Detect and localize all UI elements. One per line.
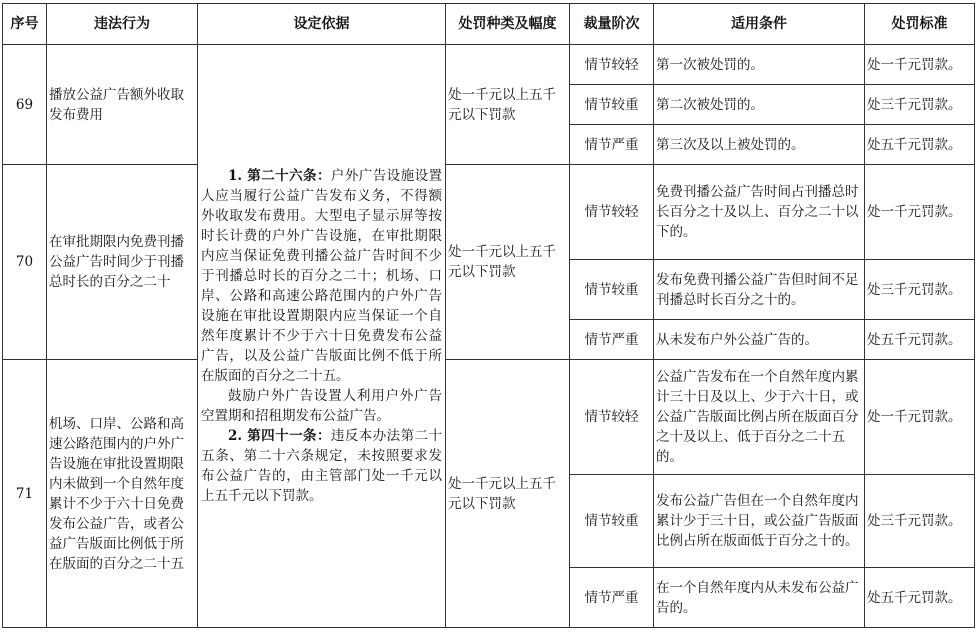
std-cell: 处一千元罚款。 [865,45,975,85]
header-level: 裁量阶次 [570,4,654,45]
basis-article-41: 2. 第四十一条： [228,428,331,444]
cond-cell: 公益广告发布在一个自然年度内累计三十日及以上、少于六十日，或公益广告版面比例占所在版面百分之十及以上、低于百分之二十五的。 [654,360,865,475]
header-basis: 设定依据 [198,4,446,45]
cond-cell: 第一次被处罚的。 [654,45,865,85]
header-cond: 适用条件 [654,4,865,45]
basis-para-2: 鼓励户外广告设置人利用户外广告空置期和招租期发布公益广告。 [201,388,442,424]
header-seq: 序号 [3,4,47,45]
penalty-table [2,3,975,628]
std-cell: 处三千元罚款。 [865,260,975,320]
header-act: 违法行为 [47,4,198,45]
header-std: 处罚标准 [865,4,975,45]
seq-cell: 71 [3,360,47,628]
std-cell: 处一千元罚款。 [865,360,975,475]
seq-cell: 70 [3,165,47,360]
std-cell: 处五千元罚款。 [865,568,975,628]
level-cell: 情节较重 [570,260,654,320]
std-cell: 处一千元罚款。 [865,165,975,260]
cond-cell: 第三次及以上被处罚的。 [654,125,865,165]
basis-cell [198,45,446,628]
table-row [3,45,975,85]
cond-cell: 从未发布户外公益广告的。 [654,320,865,360]
std-cell: 处三千元罚款。 [865,85,975,125]
basis-para-1 [201,166,442,386]
header-row [3,4,975,45]
level-cell: 情节较轻 [570,360,654,475]
level-cell: 情节较轻 [570,45,654,85]
level-cell: 情节较重 [570,475,654,568]
cond-cell: 免费刊播公益广告时间占刊播总时长百分之十及以上、百分之二十以下的。 [654,165,865,260]
act-cell: 在审批期限内免费刊播公益广告时间少于刊播总时长的百分之二十 [47,165,198,360]
std-cell: 处五千元罚款。 [865,320,975,360]
seq-cell: 69 [3,45,47,165]
table-row [3,165,975,260]
table-row [3,360,975,475]
basis-article-26: 1. 第二十六条： [228,168,331,184]
level-cell: 情节严重 [570,568,654,628]
act-cell: 播放公益广告额外收取发布费用 [47,45,198,165]
cond-cell: 在一个自然年度内从未发布公益广告的。 [654,568,865,628]
level-cell: 情节严重 [570,320,654,360]
cond-cell: 发布免费刊播公益广告但时间不足刊播总时长百分之十的。 [654,260,865,320]
basis-article-26-text: 户外广告设施设置人应当履行公益广告发布义务，不得额外收取发布费用。大型电子显示屏等按时长计费的户外广告设施，在审批期限内应当保证免费刊播公益广告时间不少于刊播总时长的百分之二十；机场、口岸、公路和高速公路范围内的户外广告设施在审批设置期限内应当保证一个自然年度累计不少于六十日免费发布公益广告，以及公益广告版面比例不低于所在版面的百分之二十五。 [201,168,443,384]
std-cell: 处三千元罚款。 [865,475,975,568]
basis-article-41-text: 违反本办法第二十五条、第二十六条规定，未按照要求发布公益广告的，由主管部门处一千元以上五千元以下罚款。 [201,428,443,504]
basis-para-3 [201,426,442,506]
act-cell: 机场、口岸、公路和高速公路范围内的户外广告设施在审批设置期限内未做到一个自然年度累计不少于六十日免费发布公益广告，或者公益广告版面比例低于所在版面的百分之二十五 [47,360,198,628]
kind-cell: 处一千元以上五千元以下罚款 [446,165,570,360]
cond-cell: 第二次被处罚的。 [654,85,865,125]
cond-cell: 发布公益广告但在一个自然年度内累计少于三十日，或公益广告版面比例占所在版面低于百分之十的。 [654,475,865,568]
level-cell: 情节较轻 [570,165,654,260]
level-cell: 情节较重 [570,85,654,125]
header-kind: 处罚种类及幅度 [446,4,570,45]
kind-cell: 处一千元以上五千元以下罚款 [446,360,570,628]
kind-cell: 处一千元以上五千元以下罚款 [446,45,570,165]
level-cell: 情节严重 [570,125,654,165]
std-cell: 处五千元罚款。 [865,125,975,165]
